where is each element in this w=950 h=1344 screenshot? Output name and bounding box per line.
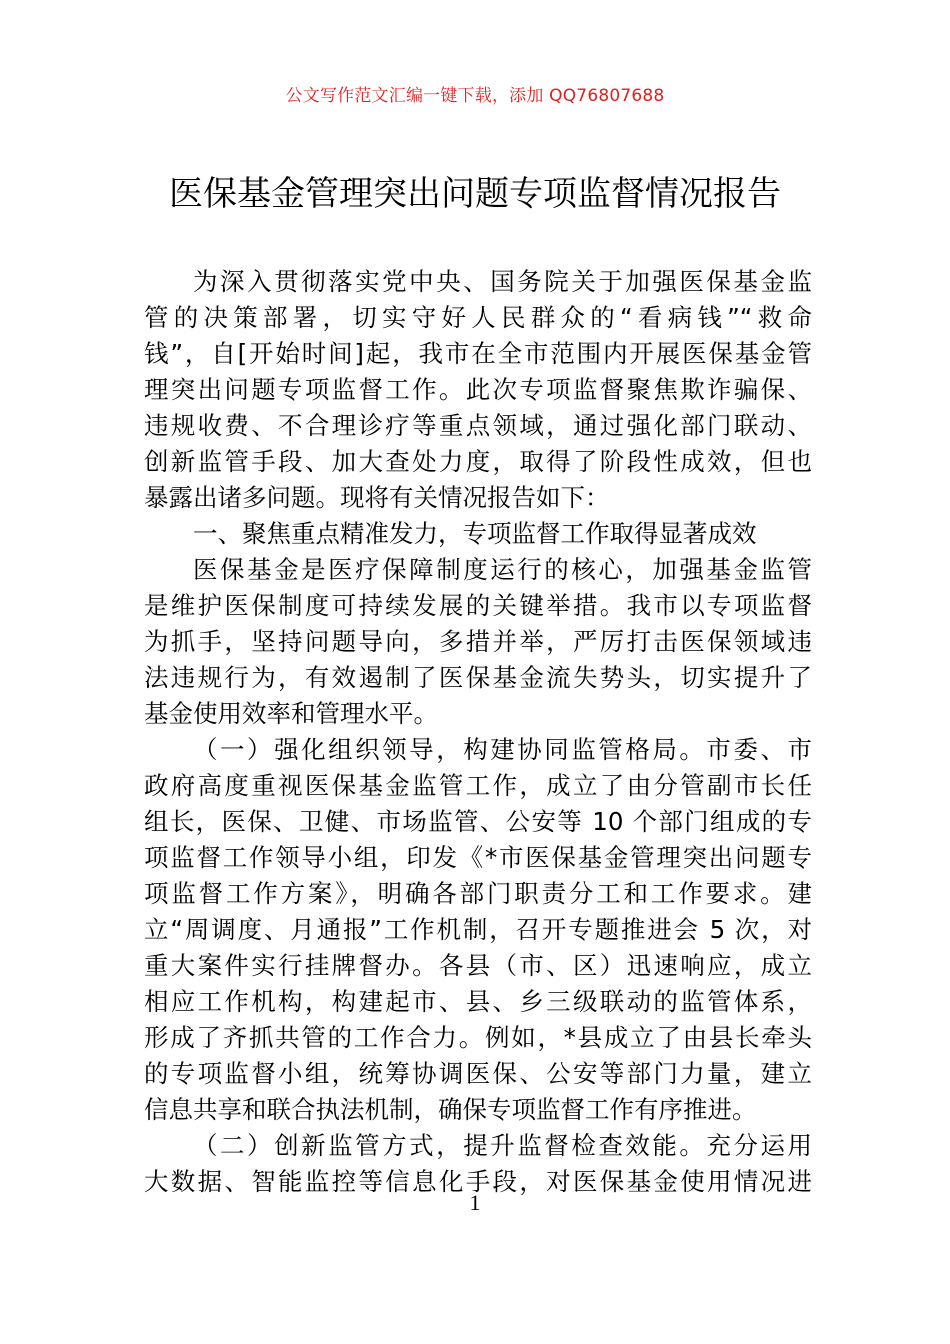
paragraph-line: 立“周调度、月通报”工作机制，召开专题推进会 5 次，对 xyxy=(144,915,812,944)
paragraph-line: 医保基金是医疗保障制度运行的核心，加强基金监管 xyxy=(193,555,812,584)
section-heading: 一、聚焦重点精准发力，专项监督工作取得显著成效 xyxy=(193,519,757,548)
paragraph-line: 为深入贯彻落实党中央、国务院关于加强医保基金监 xyxy=(193,267,812,296)
paragraph-line: 重大案件实行挂牌督办。各县（市、区）迅速响应，成立 xyxy=(144,951,812,980)
paragraph-line: （一）强化组织领导，构建协同监管格局。市委、市 xyxy=(193,735,812,764)
paragraph-line: 管的决策部署，切实守好人民群众的“看病钱”“救命 xyxy=(144,303,812,332)
download-banner: 公文写作范文汇编一键下载，添加 QQ76807688 xyxy=(285,86,665,106)
paragraph-line: （二）创新监管方式，提升监督检查效能。充分运用 xyxy=(193,1131,812,1160)
paragraph-line: 组长，医保、卫健、市场监管、公安等 10 个部门组成的专 xyxy=(144,807,812,836)
paragraph-line: 是维护医保制度可持续发展的关键举措。我市以专项监督 xyxy=(144,591,812,620)
paragraph-line: 法违规行为，有效遏制了医保基金流失势头，切实提升了 xyxy=(144,663,812,692)
document-title: 医保基金管理突出问题专项监督情况报告 xyxy=(169,174,781,214)
paragraph-line: 相应工作机构，构建起市、县、乡三级联动的监管体系， xyxy=(144,987,812,1016)
paragraph-line: 政府高度重视医保基金监管工作，成立了由分管副市长任 xyxy=(144,771,812,800)
paragraph-line: 的专项监督小组，统筹协调医保、公安等部门力量，建立 xyxy=(144,1059,812,1088)
paragraph-line: 大数据、智能监控等信息化手段，对医保基金使用情况进 xyxy=(144,1167,812,1196)
paragraph-line: 暴露出诸多问题。现将有关情况报告如下： xyxy=(144,483,610,512)
paragraph-line: 基金使用效率和管理水平。 xyxy=(144,699,438,728)
paragraph-line: 项监督工作方案》，明确各部门职责分工和工作要求。建 xyxy=(144,879,812,908)
paragraph-line: 理突出问题专项监督工作。此次专项监督聚焦欺诈骗保、 xyxy=(144,375,812,404)
page-number: 1 xyxy=(469,1190,481,1215)
paragraph-line: 形成了齐抓共管的工作合力。例如，*县成立了由县长牵头 xyxy=(144,1023,812,1052)
paragraph-line: 钱”，自[开始时间]起，我市在全市范围内开展医保基金管 xyxy=(144,339,812,368)
paragraph-line: 创新监管手段、加大查处力度，取得了阶段性成效，但也 xyxy=(144,447,812,476)
paragraph-line: 信息共享和联合执法机制，确保专项监督工作有序推进。 xyxy=(144,1095,757,1124)
paragraph-line: 项监督工作领导小组，印发《*市医保基金管理突出问题专 xyxy=(144,843,812,872)
paragraph-line: 违规收费、不合理诊疗等重点领域，通过强化部门联动、 xyxy=(144,411,812,440)
paragraph-line: 为抓手，坚持问题导向，多措并举，严厉打击医保领域违 xyxy=(144,627,812,656)
